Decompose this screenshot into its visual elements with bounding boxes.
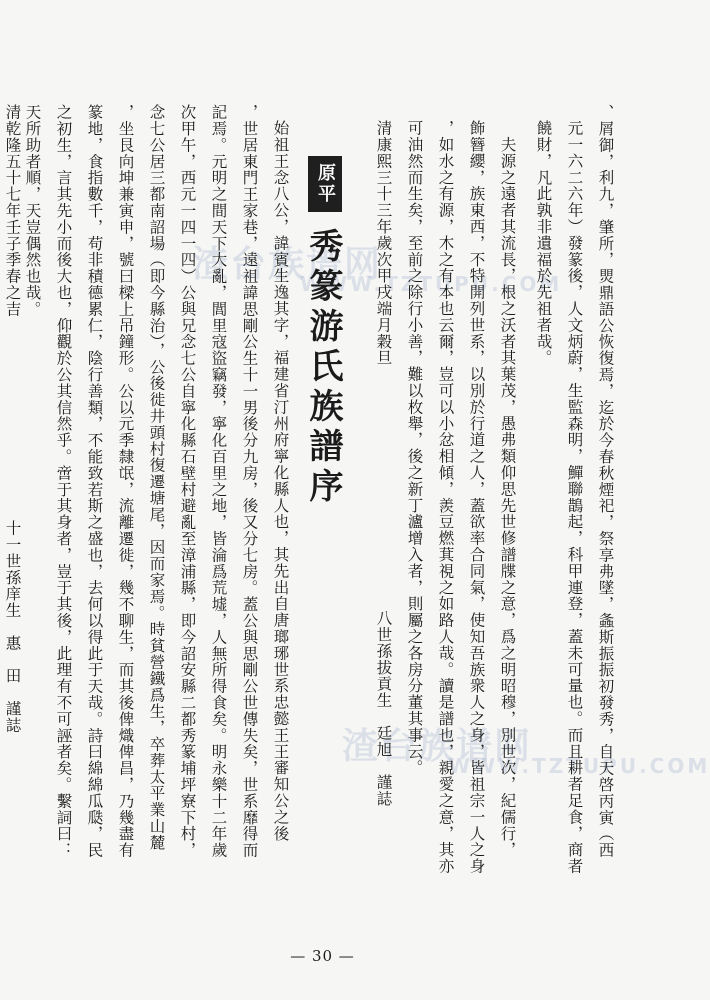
preface-body-line-4: 次甲午，西元一四一四）公與兄念七公自寧化縣石壁村避亂至漳浦縣，即今詔安縣二都秀篆埔坪寮下村， (178, 104, 197, 859)
preface-signature: 十一世孫庠生 惠 田 謹誌 (3, 520, 22, 734)
first-preface-paragraph-2: 飾簪纓，族東西，不特開列世系，以別於行道之人，蓋欲率合同氣，使知吾族衆人之身，皆祖宗一人之身 (467, 120, 486, 875)
preface-body-line-8: 之初生，言其先小而後大也，仰觀於公其信然乎。啻于其身者，豈于其後，此理有不可誣者矣。繫詞曰： (54, 104, 73, 859)
preface-body-line-9: 天所助者順，天豈偶然也哉。 (23, 104, 42, 318)
first-preface-line-1: 、屑御，利九，肇所，煛鼎語公恢復焉，迄於今春秋煙祀，祭享弗墜，螽斯振振初發秀，自天啓丙寅（西 (596, 104, 615, 859)
watermark-top-url: WWW.TZTUPU.COM (300, 272, 563, 296)
preface-title: 秀篆游氏族譜序 (303, 228, 343, 508)
first-preface-paragraph-3: ，如水之有源，木之有本也云爾，豈可以小忿相傾，羨豆燃萁視之如路人哉。讀是譜也，親愛之意，其亦 (436, 120, 455, 875)
page-number: — 30 — (290, 947, 355, 965)
preface-body-line-6: ，坐艮向坤兼寅申，號曰樑上吊鐘形。公以元季隸氓，流離遷徙，幾不聊生，而其後俾熾俾昌，乃幾盡有 (116, 104, 135, 859)
preface-body-line-5: 念七公居三都南詔場（即今縣治），公後徙井頭村復遷塘尾，因而家焉。時貧營鐵爲生，卒葬太平業山麓 (147, 104, 166, 851)
first-preface-line-2: 元一六二六年）發篆後，人文炳蔚，生監森明，鱓聯鵲起，科甲連登，蓋未可量也。而且耕者足食，商者 (565, 120, 584, 875)
section-badge: 原平 (308, 156, 342, 212)
first-preface-paragraph-1: 夫源之遠者其流長，根之沃者其葉茂，愚弗類仰思先世修譜牒之意，爲之明昭穆，別世次，紀儒行， (498, 120, 517, 858)
watermark-bottom-url: WWW.TZTUPU.COM (448, 754, 710, 778)
preface-body-line-2: ，世居東門王家巷，遠祖諱思剛公生十一男後分九房，後又分七房。蓋公與思剛公世傳失矣，世系靡得而 (240, 104, 259, 859)
first-preface-line-3: 饒財，凡此孰非遺福於先祖者哉。 (534, 120, 553, 366)
preface-body-line-3: 記焉。元明之間天下大亂，閭里寇盜竊發，寧化百里之地，皆淪爲荒墟，人無所得食矣。明永樂十二年歲 (209, 104, 228, 859)
preface-body-line-1: 始祖王念八公，諱賓生逸其字，福建省汀州府寧化縣人也，其先出自唐瑯琊世系忠懿王王審知公之後 (271, 120, 290, 842)
watermark-top: 渣台族谱网 (192, 244, 383, 285)
preface-body-line-7: 篆地，食指數千，苟非積德累仁，陰行善類，不能致若斯之盛也，去何以得此于天哉。詩曰綿綿瓜瓞，民 (85, 104, 104, 859)
watermark-bottom: 渣台族谱网 (342, 726, 533, 767)
first-preface-paragraph-4: 可油然而生矣，至前之除行小善，難以枚舉，後之新丁瀘增入者，則屬之各房分董其事云。 (405, 120, 424, 776)
first-preface-signature: 八世孫拔貢生 廷旭 謹誌 (374, 610, 393, 807)
first-preface-date: 清康熙三十三年歲次甲戌端月穀旦 (374, 120, 393, 366)
preface-date: 清乾隆五十七年壬子季春之吉 (3, 104, 22, 318)
